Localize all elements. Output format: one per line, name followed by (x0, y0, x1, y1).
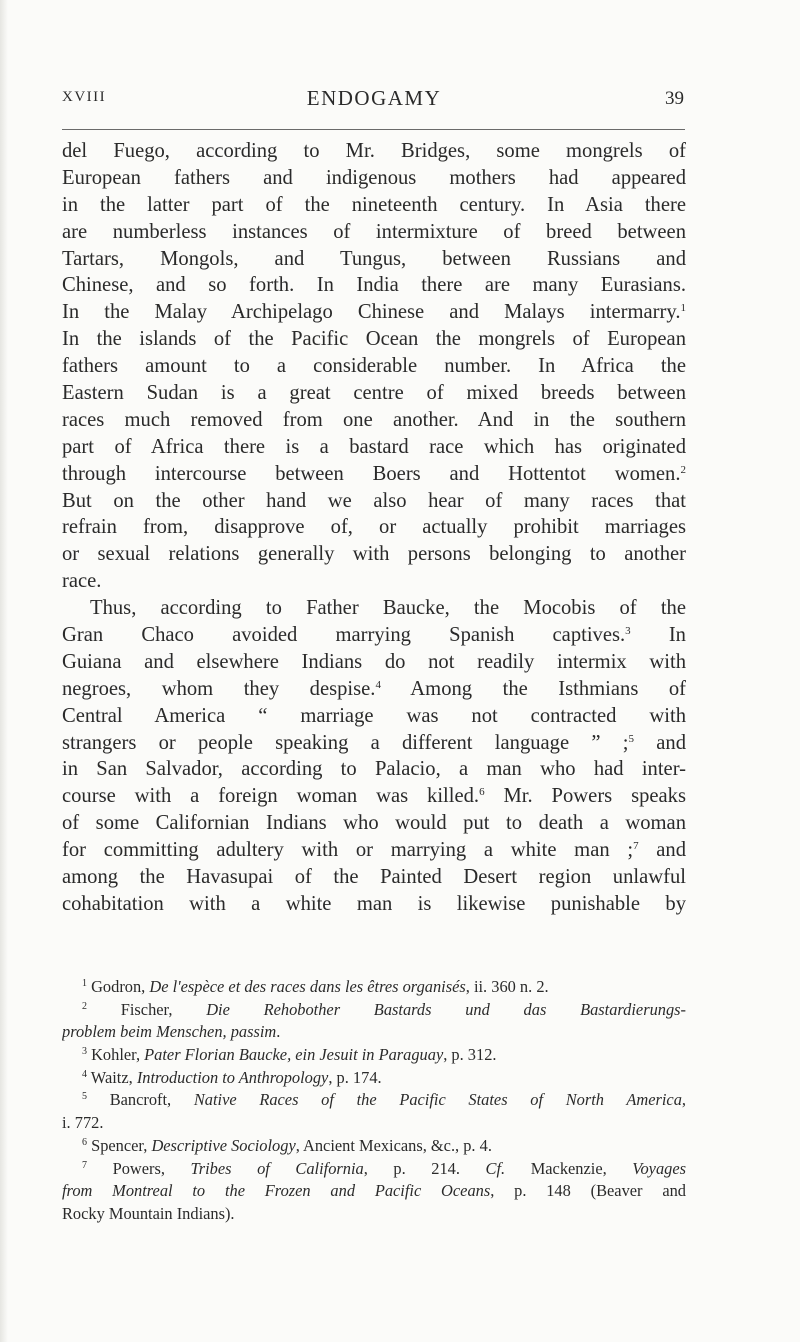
footnote-6: $^6$ Spencer, Descriptive Sociology, Ancient Mexicans, &c., p. 4. (82, 1135, 492, 1155)
footnote-ref: 2 (680, 463, 686, 476)
footnote-ref: 4 (375, 678, 381, 691)
header-rule (62, 129, 685, 130)
chapter-number: XVIII (62, 89, 107, 105)
page-number: 39 (665, 88, 684, 109)
running-title: ENDOGAMY (306, 86, 442, 110)
text-line: among the Havasupai of the Painted Desert region unlawful (62, 866, 686, 889)
footnote-ref: 1 (680, 302, 686, 315)
footnote-ref: 6 (479, 786, 485, 799)
footnote-4: $^4$ Waitz, Introduction to Anthropology, p. 174. (82, 1067, 382, 1087)
text-line: Central America “ marriage was not contracted with (62, 704, 686, 727)
text-line: in the latter part of the nineteenth century. In Asia there (62, 193, 686, 216)
text-line: refrain from, disapprove of, or actually prohibit marriages (62, 516, 686, 539)
text-line: Chinese, and so forth. In India there are many Eurasians. (62, 274, 686, 297)
footnote-ref: 7 (633, 840, 639, 853)
body-text (62, 138, 686, 918)
running-header (62, 86, 686, 116)
text-line: of some Californian Indians who would put to death a woman (62, 812, 686, 835)
text-line: cohabitation with a white man is likewise punishable by (62, 892, 686, 915)
text-line: fathers amount to a considerable number. In Africa the (62, 355, 686, 378)
footnotes (62, 976, 686, 1226)
text-line: in San Salvador, according to Palacio, a man who had inter- (62, 758, 686, 781)
text-line: Gran Chaco avoided marrying Spanish captives.$^3$ In (62, 624, 686, 647)
text-line: But on the other hand we also hear of many races that (62, 489, 686, 512)
footnote-2-continued: problem beim Menschen, passim. (62, 1022, 281, 1042)
text-line: course with a foreign woman was killed.$^6$ Mr. Powers speaks (62, 785, 686, 808)
footnote-5: $^5$ Bancroft, Native Races of the Pacific States of North America, (82, 1090, 686, 1110)
footnote-ref: 3 (625, 625, 631, 638)
text-line: European fathers and indigenous mothers had appeared (62, 166, 686, 189)
text-line: In the islands of the Pacific Ocean the mongrels of European (62, 328, 686, 351)
text-line: strangers or people speaking a different language ” ;$^5$ and (62, 731, 686, 754)
text-line: through intercourse between Boers and Hottentot women.$^2$ (62, 462, 686, 485)
text-line: Tartars, Mongols, and Tungus, between Russians and (62, 247, 686, 270)
footnote-5-continued: i. 772. (62, 1113, 104, 1133)
text-line: Guiana and elsewhere Indians do not readily intermix with (62, 650, 686, 673)
footnote-ref: 5 (628, 732, 634, 745)
text-line: for committing adultery with or marrying a white man ;$^7$ and (62, 839, 686, 862)
footnote-3: $^3$ Kohler, Pater Florian Baucke, ein Jesuit in Paraguay, p. 312. (82, 1045, 497, 1065)
text-line: In the Malay Archipelago Chinese and Malays intermarry.$^1$ (62, 301, 686, 324)
text-line: part of Africa there is a bastard race which has originated (62, 435, 686, 458)
footnote-7: $^7$ Powers, Tribes of California, p. 214. Cf. Mackenzie, Voyages (82, 1158, 686, 1178)
footnote-1: $^1$ Godron, De l'espèce et des races dans les êtres organisés, ii. 360 n. 2. (82, 977, 549, 996)
text-line: races much removed from one another. And in the southern (62, 408, 686, 431)
footnote-2: $^2$ Fischer, Die Rehobother Bastards und das Bastardierungs- (82, 999, 686, 1019)
text-line: race. (62, 570, 102, 593)
text-line: negroes, whom they despise.$^4$ Among the Isthmians of (62, 677, 686, 700)
text-line: are numberless instances of intermixture of breed between (62, 220, 686, 243)
page-edge-shadow (0, 0, 8, 1342)
text-line: or sexual relations generally with persons belonging to another (62, 543, 686, 566)
text-line: Thus, according to Father Baucke, the Mocobis of the (90, 597, 686, 620)
text-line: Eastern Sudan is a great centre of mixed breeds between (62, 382, 686, 405)
footnote-7-continued: from Montreal to the Frozen and Pacific Oceans, p. 148 (Beaver and (62, 1181, 686, 1201)
footnote-7-end: Rocky Mountain Indians). (62, 1203, 235, 1223)
text-line: del Fuego, according to Mr. Bridges, some mongrels of (62, 140, 686, 162)
